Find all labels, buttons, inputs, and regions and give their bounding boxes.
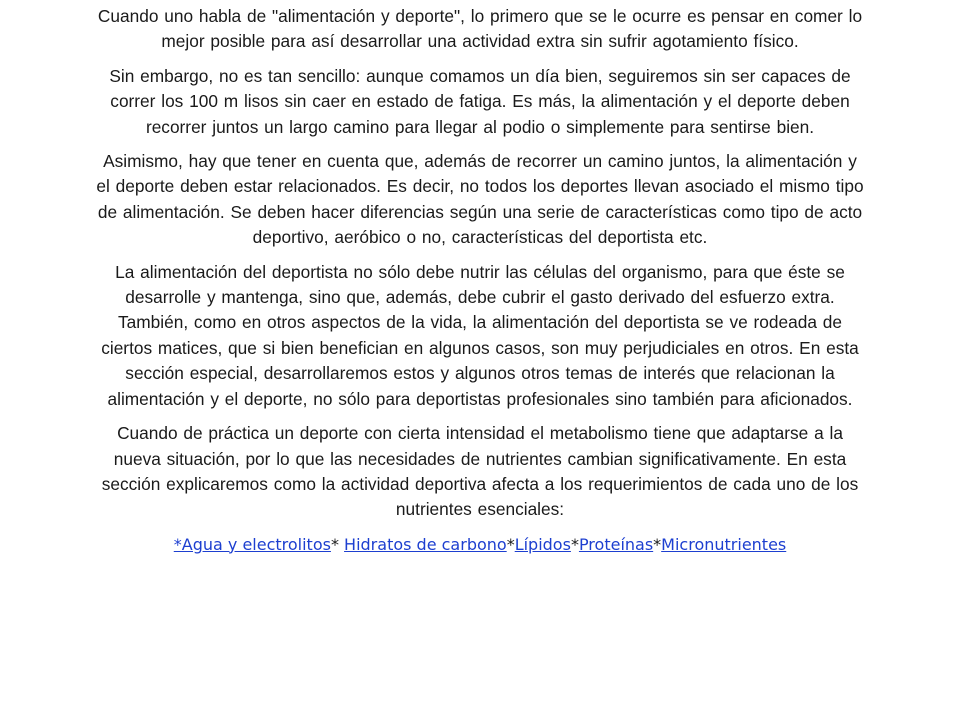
paragraph-fatigue: Sin embargo, no es tan sencillo: aunque comamos un día bien, seguiremos sin ser capaces de correr los 100 m lisos sin caer en estado de fatiga. Es más, la alimentación y el deporte deben recorrer juntos un largo camino para llegar al podio o simplemente para sentirse bien. [109,65,851,137]
link-separator: * [330,534,345,554]
link-lipidos[interactable]: Lípidos [514,534,571,554]
link-agua-electrolitos[interactable]: *Agua y electrolitos [173,534,331,554]
link-micronutrientes[interactable]: Micronutrientes [661,534,787,554]
paragraph-athlete-nutrition: La alimentación del deportista no sólo debe nutrir las células del organismo, para que éste se desarrolle y mantenga, sino que, además, debe cubrir el gasto derivado del esfuerzo extra. También, como en otros aspectos de la vida, la alimentación del deportista se ve rodeada de ciertos matices, que si bien benefician en algunos casos, son muy perjudiciales en otros. En esta sección especial, desarrollaremos estos y algunos otros temas de interés que relacionan la alimentación y el deporte, no sólo para deportistas profesionales sino también para aficionados. [101,261,859,409]
nutrient-links [96,532,864,557]
paragraph-relation: Asimismo, hay que tener en cuenta que, además de recorrer un camino juntos, la alimentación y el deporte deben estar relacionados. Es decir, no todos los deportes llevan asociado el mismo tipo de alimentación. Se deben hacer diferencias según una serie de características como tipo de acto deportivo, aeróbico o no, características del deportista etc. [96,151,864,248]
paragraph-intro: Cuando uno habla de "alimentación y deporte", lo primero que se le ocurre es pensar en comer lo mejor posible para así desarrollar una actividad extra sin sufrir agotamiento físico. [97,6,863,52]
link-proteinas[interactable]: Proteínas [578,534,654,554]
slide-content [96,4,864,557]
link-hidratos-carbono[interactable]: Hidratos de carbono [344,534,507,554]
paragraph-metabolism: Cuando de práctica un deporte con cierta intensidad el metabolismo tiene que adaptarse a la nueva situación, por lo que las necesidades de nutrientes cambian significativamente. En esta sección explicaremos como la actividad deportiva afecta a los requerimientos de cada uno de los nutrientes esenciales: [101,423,859,520]
link-separator: * [570,534,579,554]
link-separator: * [653,534,662,554]
link-separator: * [506,534,515,554]
